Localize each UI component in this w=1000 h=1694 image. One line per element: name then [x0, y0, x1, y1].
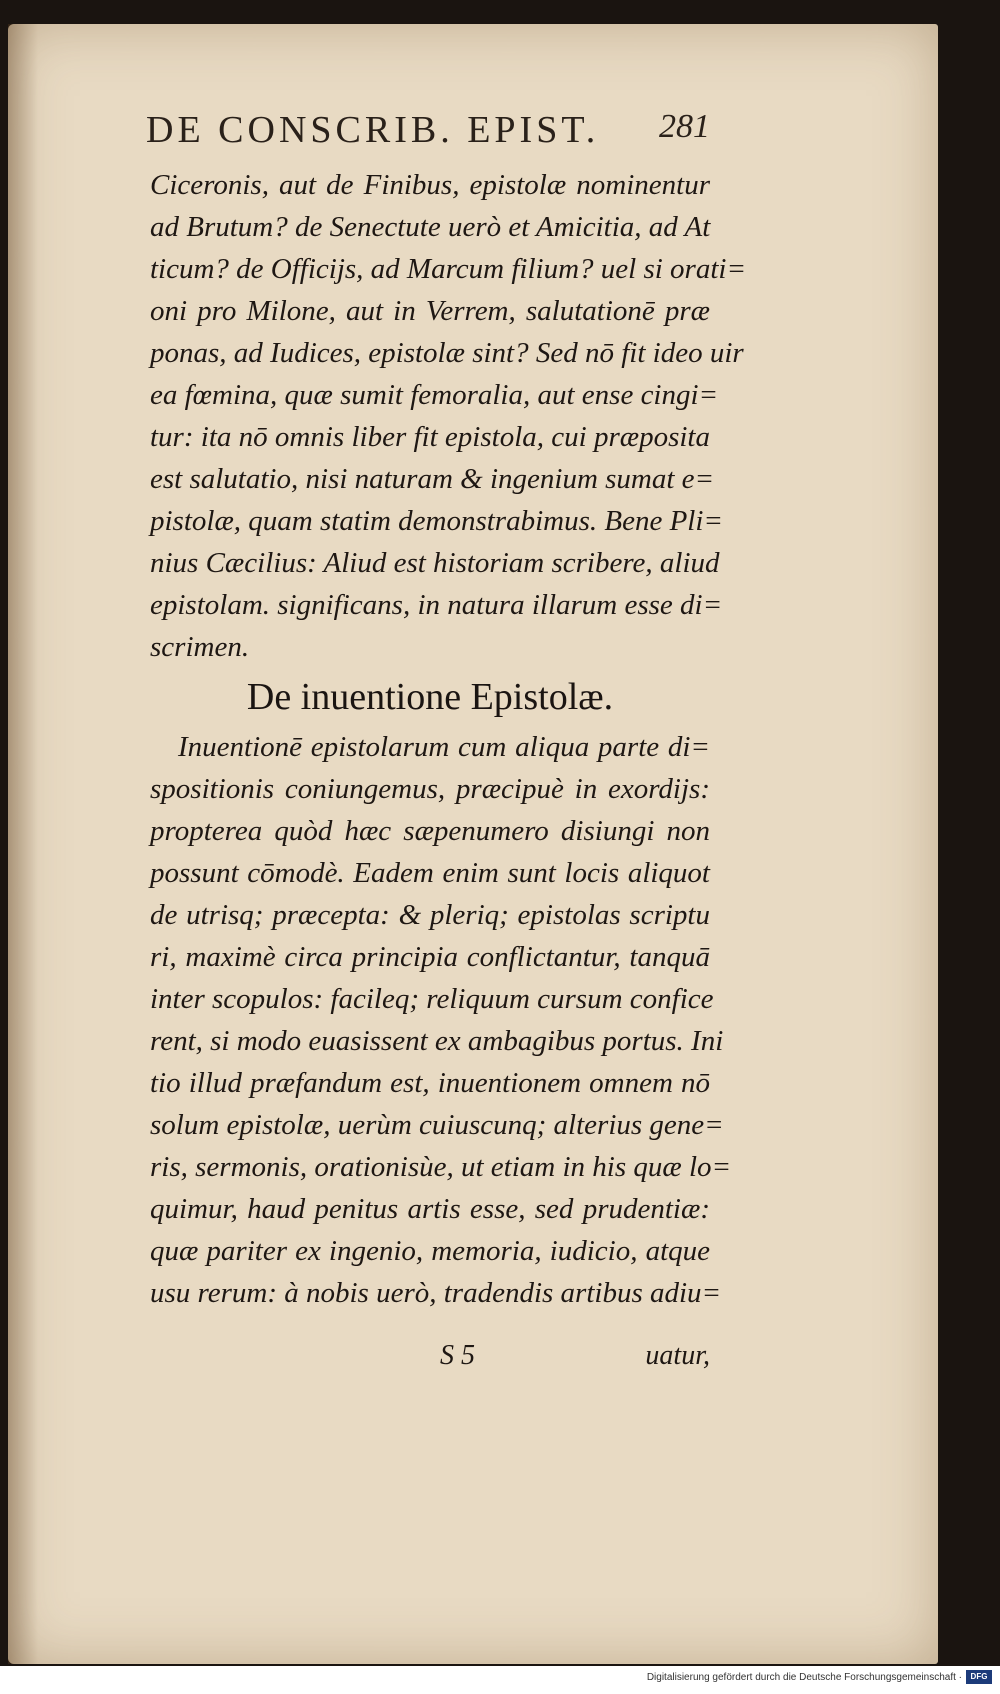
text-line: propterea quòd hæc sæpenumero disiungi non [150, 815, 710, 847]
catchline [150, 1340, 710, 1380]
text-line: quimur, haud penitus artis esse, sed prudentiæ: [150, 1193, 710, 1225]
footer-bar [0, 1666, 1000, 1694]
page-header [146, 108, 710, 160]
text-line: ticum? de Officijs, ad Marcum filium? uel si orati= [150, 253, 747, 285]
text-line: ea fœmina, quæ sumit femoralia, aut ense cingi= [150, 379, 719, 411]
text-line: scrimen. [150, 631, 250, 663]
funding-note: Digitalisierung gefördert durch die Deutsche Forschungsgemeinschaft · [646, 1672, 962, 1683]
text-line: est salutatio, nisi naturam & ingenium sumat e= [150, 463, 715, 495]
text-line: quæ pariter ex ingenio, memoria, iudicio, atque [150, 1235, 710, 1267]
text-line: pistolæ, quam statim demonstrabimus. Bene Pli= [150, 505, 723, 537]
text-line: epistolam. significans, in natura illarum esse di= [150, 589, 723, 621]
text-line: tur: ita nō omnis liber fit epistola, cui præposita [150, 421, 710, 453]
text-line: de utrisq; præcepta: & pleriq; epistolas scriptu [150, 899, 710, 931]
text-line: rent, si modo euasissent ex ambagibus portus. Ini [150, 1025, 724, 1057]
text-line: Ciceronis, aut de Finibus, epistolæ nominentur [150, 169, 710, 201]
text-line: spositionis coniungemus, præcipuè in exordijs: [150, 773, 710, 805]
text-line: ponas, ad Iudices, epistolæ sint? Sed nō fit ideo uir [150, 337, 744, 369]
text-line: ris, sermonis, orationisùe, ut etiam in his quæ lo= [150, 1151, 732, 1183]
text-line: oni pro Milone, aut in Verrem, salutationē præ [150, 295, 710, 327]
text-line: Inuentionē epistolarum cum aliqua parte di= [178, 731, 710, 763]
section-heading: De inuentione Epistolæ. [246, 676, 614, 718]
text-line: tio illud præfandum est, inuentionem omnem nō [150, 1067, 710, 1099]
text-line: ad Brutum? de Senectute uerò et Amicitia, ad At [150, 211, 711, 243]
running-head: DE CONSCRIB. EPIST. [146, 109, 600, 151]
text-line: ri, maximè circa principia conflictantur, tanquā [150, 941, 710, 973]
folio-number: 281 [659, 108, 710, 145]
text-block [150, 164, 747, 1314]
text-line: solum epistolæ, uerùm cuiuscunq; alterius gene= [150, 1109, 724, 1141]
text-line: usu rerum: à nobis uerò, tradendis artibus adiu= [150, 1277, 722, 1309]
dfg-logo: DFG [966, 1670, 992, 1684]
catchword: uatur, [645, 1340, 710, 1371]
signature-mark: S 5 [440, 1340, 475, 1371]
text-line: inter scopulos: facileq; reliquum cursum confice [150, 983, 714, 1015]
text-line: nius Cæcilius: Aliud est historiam scribere, aliud [150, 547, 720, 579]
text-line: possunt cōmodè. Eadem enim sunt locis aliquot [150, 857, 710, 889]
